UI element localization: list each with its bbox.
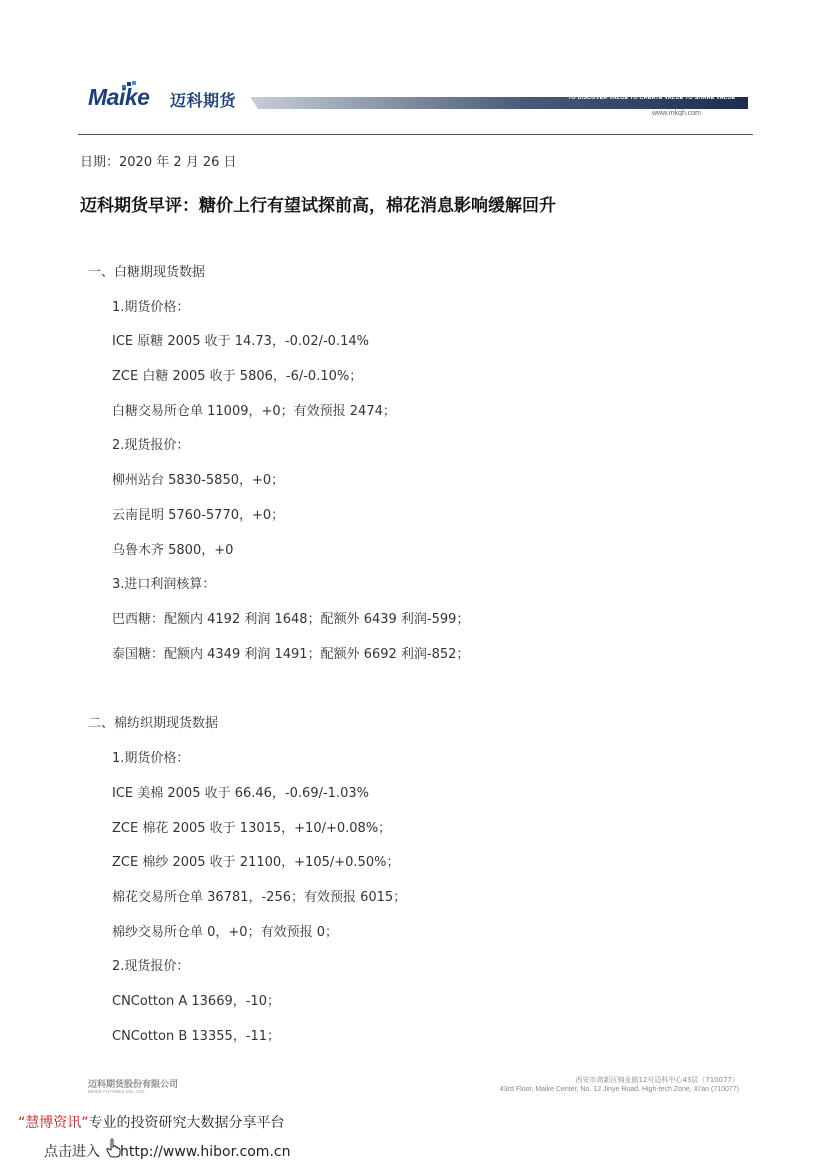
list-item: ZCE 棉花 2005 收于 13015，+10/+0.08%； [112, 821, 392, 836]
list-item: 3.进口利润核算： [112, 577, 216, 592]
header-divider [78, 134, 753, 135]
list-item: 泰国糖：配额内 4349 利润 1491；配额外 6692 利润-852； [112, 647, 470, 662]
list-item: 云南昆明 5760-5770，+0； [112, 508, 285, 523]
ad-tagline [18, 1112, 285, 1132]
list-item: 乌鲁木齐 5800，+0 [112, 543, 234, 558]
ad-url-link[interactable]: http://www.hibor.com.cn [120, 1144, 291, 1160]
list-item: 巴西糖：配额内 4192 利润 1648；配额外 6439 利润-599； [112, 612, 470, 627]
list-item: 白糖交易所仓单 11009，+0；有效预报 2474； [112, 404, 396, 419]
logo-wordmark: Maike [88, 84, 150, 110]
list-item: 1.期货价格： [112, 751, 190, 766]
list-item: 2.现货报价： [112, 959, 190, 974]
list-item: ZCE 白糖 2005 收于 5806，-6/-0.10%； [112, 369, 363, 384]
footer-address-en: 43rd Floor, Maike Center, No. 12 Jinye Road, High-tech Zone, Xi'an (710077) [499, 1086, 739, 1093]
ad-link[interactable] [44, 1141, 290, 1161]
section-heading: 一、白糖期现货数据 [88, 265, 206, 280]
list-item: ICE 美棉 2005 收于 66.46，-0.69/-1.03% [112, 786, 369, 801]
ad-tagline-text: 专业的投资研究大数据分享平台 [88, 1115, 285, 1131]
logo-chinese-name: 迈科期货 [170, 91, 237, 110]
list-item: 2.现货报价： [112, 438, 190, 453]
slogan-text: TO DISCOVER VALUE TO CREATE VALUE TO SHARE VALUE [568, 95, 736, 101]
list-item: 棉花交易所仓单 36781，-256；有效预报 6015； [112, 890, 407, 905]
list-item: CNCotton B 13355，-11； [112, 1029, 280, 1044]
footer-address-cn: 西安市高新区锦业路12号迈科中心43层（710077） [575, 1076, 739, 1084]
ad-quote-open: “ [18, 1115, 26, 1131]
ad-brand: 慧博资讯 [25, 1115, 82, 1131]
list-item: CNCotton A 13669，-10； [112, 994, 280, 1009]
list-item: 棉纱交易所仓单 0，+0；有效预报 0； [112, 925, 338, 940]
footer-company-name-en: MAIKE FUTURES CO., LTD. [88, 1089, 146, 1094]
ad-quote-close: ” [81, 1115, 89, 1131]
list-item: 1.期货价格： [112, 300, 190, 315]
website-text: www.mkqh.com [652, 110, 702, 117]
ad-enter-label[interactable]: 点击进入 [44, 1144, 100, 1160]
report-date: 日期：2020 年 2 月 26 日 [80, 155, 237, 170]
hand-pointer-icon[interactable] [106, 1138, 122, 1158]
report-title: 迈科期货早评：糖价上行有望试探前高，棉花消息影响缓解回升 [80, 196, 556, 216]
list-item: 柳州站台 5830-5850，+0； [112, 473, 285, 488]
list-item: ICE 原糖 2005 收于 14.73，-0.02/-0.14% [112, 334, 369, 349]
section-heading: 二、棉纺织期现货数据 [88, 716, 219, 731]
list-item: ZCE 棉纱 2005 收于 21100，+105/+0.50%； [112, 855, 400, 870]
footer-company-name: 迈科期货股份有限公司 [88, 1080, 179, 1090]
